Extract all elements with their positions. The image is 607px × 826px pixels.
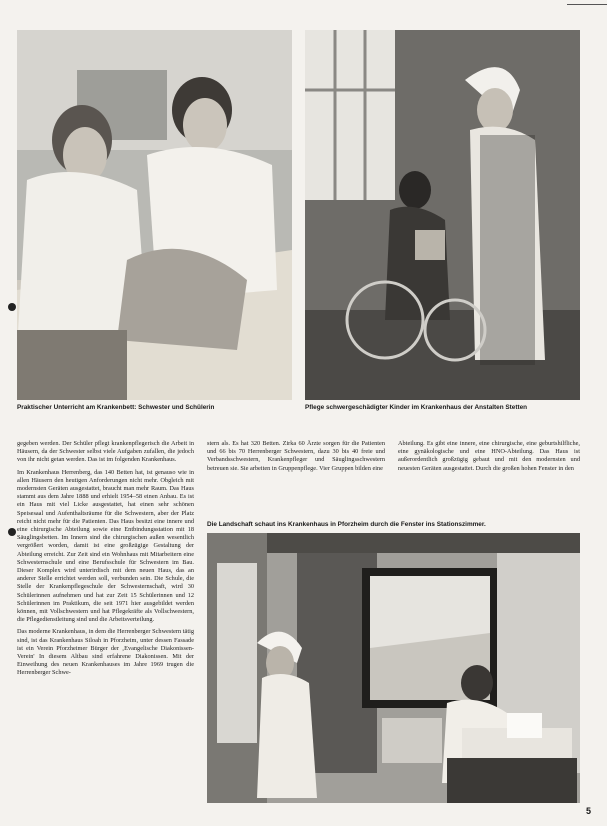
photo-nursing-lesson [17, 30, 292, 400]
paragraph: gegeben werden. Der Schüler pflegt krankenpflegerisch die Arbeit in Häusern, da der Schwester selbst viele Aufgaben zufallen, die jedoch von ihr nicht getan werden. Das ist im folgenden Krankenhaus. [17, 440, 194, 464]
photo-ward-office [207, 533, 580, 803]
photo-wheelchair-care [305, 30, 580, 400]
caption-top-left: Praktischer Unterricht am Krankenbett: Schwester und Schülerin [17, 404, 215, 411]
caption-bottom-right: Die Landschaft schaut ins Krankenhaus in Pforzheim durch die Fenster ins Stationszimmer. [207, 521, 486, 528]
paragraph: Im Krankenhaus Herrenberg, das 140 Betten hat, ist genauso wie in allen Häusern den heutigen Anforderungen nicht mehr. Obgleich mit modernsten Geräten ausgestattet, braucht man mehr Raum. Das Haus stammt aus dem Jahre 1888 und erhielt 1954–58 einen Anbau. Es ist ein Haus mit viel Licke ausgestattet, hat einen sehr schönen Speisesaal und Aufenthaltsräume für die Schwestern, aber der Platz reicht nicht mehr für die Patienten. Das Haus besitzt eine innere und eine chirurgische Abteilung sowie eine Entbindungsstation mit 18 Säuglingsbetten. Im Innern sind die chirurgischen außen wesentlich vergrößert worden, damit ist eine großzügige Gestaltung der Abteilung erreicht. Zur Zeit sind ein Wohnhaus mit Mitarbeitern eine Schwesternschule und eine Berufsschule für Schwestern im Bau. Dieser Komplex wird unterirdisch mit dem neuen Haus, das an anderer Stelle errichtet werden soll, verbunden sein. Die Schule, die Stelle der Krankenpflegeschule der Schwesternschaft, wird 30 Schülerinnen aufnehmen und hat zur Zeit 15 Schülerinnen und 12 Schülerinnen im Praktikum, die seit 1971 hier ausgebildet werden können, mit Vollschwestern und hat Pflegekräfte als Vollschwestern, die Pflegedienstleitung sind und die Arbeitsverteilung. [17, 468, 194, 624]
paragraph: Das moderne Krankenhaus, in dem die Herrenberger Schwestern tätig sind, ist das Krankenhaus Siloah in Pforzheim, unter dessen Fassade ist ein Verein Pforzheimer Bürger der ‚Evangelische Diakonissen-Verein' In diesem Altbau sind erfahrene Diakonissen. Mit der Einweihung des neuen Krankenhauses im Jahre 1969 trugen die Herrenberger Schwe- [17, 628, 194, 677]
paragraph: stern als. Es hat 320 Betten. Zirka 60 Ärzte sorgen für die Patienten und 66 bis 70 Herrenberger Schwestern, dazu 30 bis 40 freie und Verbandsschwestern, Krankenpfleger und Säuglingsschwestern betreuen sie. Sie arbeiten in Gruppenpflege. Vier Gruppen bilden eine [207, 440, 385, 472]
paragraph: Abteilung. Es gibt eine innere, eine chirurgische, eine geburtshilfliche, eine gynäkologische und eine HNO-Abteilung. Das Haus ist außerordentlich großzügig gebaut und mit den modernsten und neuesten Geräten ausgestattet. Durch die großen hohen Fenster in den [398, 440, 580, 472]
bullet-marker-lower [8, 528, 16, 536]
text-column-2 [207, 440, 385, 520]
text-column-1 [17, 440, 194, 808]
text-column-3 [398, 440, 580, 520]
bullet-marker-upper [8, 303, 16, 311]
page-number: 5 [585, 806, 591, 816]
top-rule [567, 4, 607, 5]
caption-top-right: Pflege schwergeschädigter Kinder im Krankenhaus der Anstalten Stetten [305, 404, 528, 411]
